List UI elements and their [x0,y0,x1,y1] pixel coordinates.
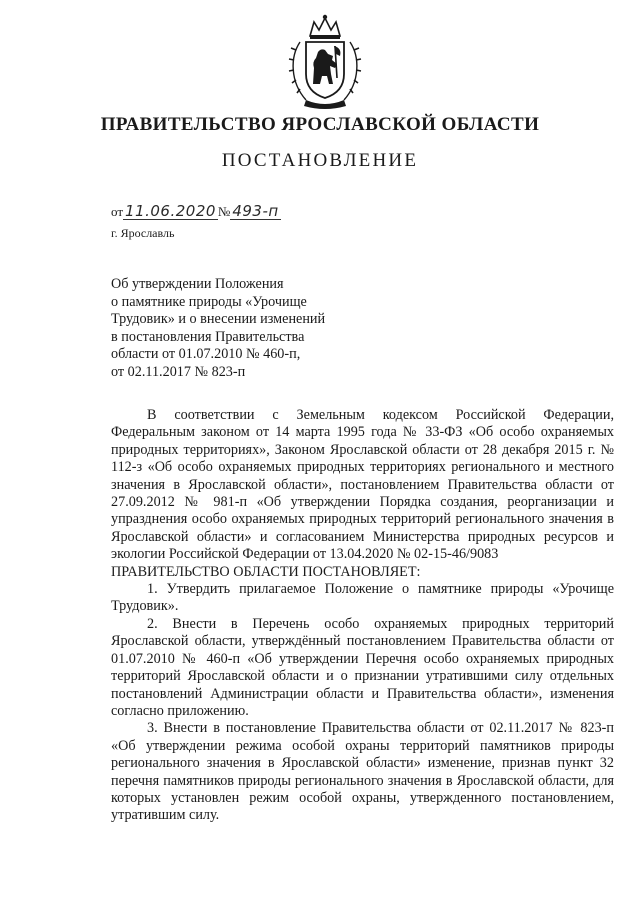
subject-line: области от 01.07.2010 № 460-п, [111,346,301,363]
date-number-line [111,203,281,220]
item-3-paragraph: 3. Внести в постановление Правительства области от 02.11.2017 № 823-п «Об утверждении режима особой охраны территорий памятников природы регионального значения в Ярославской области» изменение, признав пункт 32 перечня памятников природы регионального значения в Ярославской области, для которых установлен режим особой охраны, утвержденного постановлением, утратившим силу. [111,720,614,824]
subject-line: в постановления Правительства [111,328,305,345]
number-prefix: № [217,204,231,219]
document-subject [111,276,325,382]
government-title: ПРАВИТЕЛЬСТВО ЯРОСЛАВСКОЙ ОБЛАСТИ [100,114,540,135]
document-body [111,407,614,825]
item-1-paragraph: 1. Утвердить прилагаемое Положение о памятнике природы «Урочище Трудовик». [111,581,614,615]
city-label: г. Ярославль [111,226,175,240]
resolves-line: ПРАВИТЕЛЬСТВО ОБЛАСТИ ПОСТАНОВЛЯЕТ: [111,563,421,580]
document-number: 493-п [232,202,279,220]
coat-of-arms-icon [286,12,364,112]
document-date: 11.06.2020 [125,202,216,220]
document-type: ПОСТАНОВЛЕНИЕ [221,150,419,171]
date-prefix: от [111,204,124,219]
item-2-paragraph: 2. Внести в Перечень особо охраняемых природных территорий Ярославской области, утверждённый постановлением Правительства области от 01.07.2010 № 460-п «Об утверждении Перечня особо охраняемых природных территорий Ярославской области и о признании утратившими силу отдельных постановлений Администрации области и Правительства области», изменения согласно приложению. [111,615,614,719]
subject-line: от 02.11.2017 № 823-п [111,363,246,380]
subject-line: Трудовик» и о внесении изменений [111,311,326,328]
subject-line: о памятнике природы «Урочище [111,293,307,310]
preamble-paragraph: В соответствии с Земельным кодексом Российской Федерации, Федеральным законом от 14 марта 1995 года № 33-ФЗ «Об особо охраняемых природных территориях», Законом Ярославской области от 28 декабря 2015 г. № 112-з «Об особо охраняемых природных территориях регионального и местного значения в Ярославской области», постановлением Правительства области от 27.09.2012 № 981-п «Об утверждении Порядка создания, реорганизации и упразднения особо охраняемых природных территорий регионального значения в Ярославской области» и согласованием Министерства природных ресурсов и экологии Российской Федерации от 13.04.2020 № 02-15-46/9083 [111,407,614,563]
subject-line: Об утверждении Положения [111,276,284,292]
